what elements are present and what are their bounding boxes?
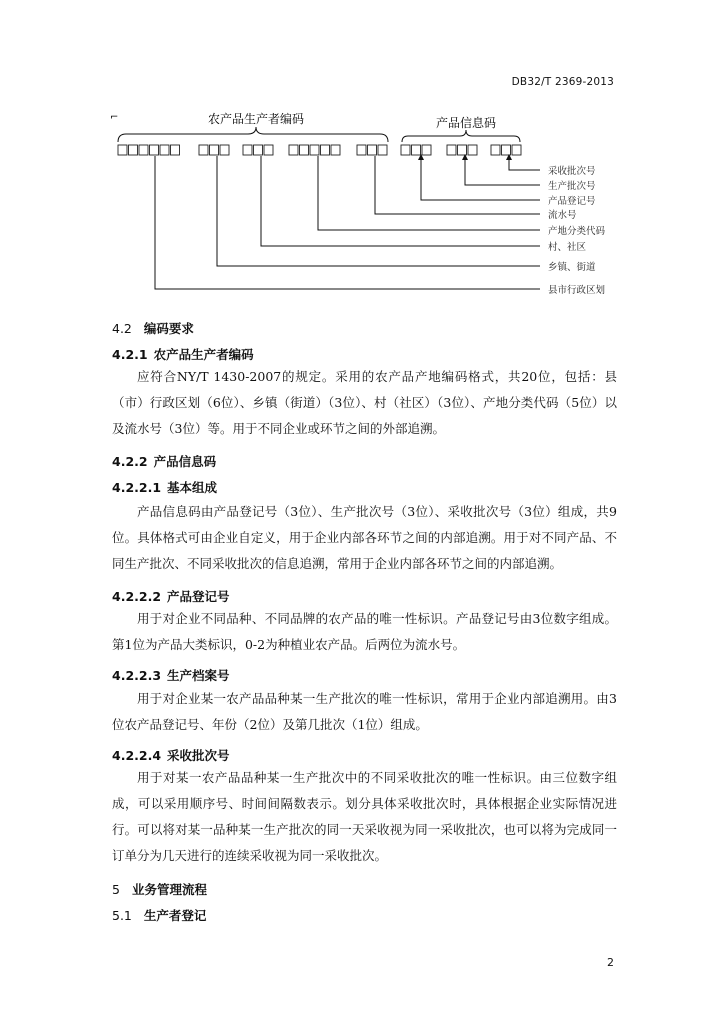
code-digit-box	[199, 145, 208, 155]
code-digit-box	[502, 145, 511, 155]
paragraph-basic-composition: 产品信息码由产品登记号（3位）、生产批次号（3位）、采收批次号（3位）组成，共9位。具体格式可由企业自定义，用于企业内部各环节之间的内部追溯。用于对不同产品、不同生产批次、不同采收批次的信息追溯，常用于企业内部各环节之间的内部追溯。	[112, 504, 617, 571]
code-digit-box	[160, 145, 169, 155]
paragraph-product-registration: 用于对企业不同品种、不同品牌的农产品的唯一性标识。产品登记号由3位数字组成。第1位为产品大类标识，0-2为种植业农产品。后两位为流水号。	[112, 611, 617, 652]
brace-product	[402, 130, 520, 142]
heading-4-2-2-1: 4.2.2.1 基本组成	[112, 480, 218, 495]
code-digit-box	[422, 145, 431, 155]
code-digit-box	[368, 145, 377, 155]
label-production-batch: 生产批次号	[548, 181, 596, 192]
code-digit-box	[412, 145, 421, 155]
code-digit-box	[300, 145, 309, 155]
group-label-producer: 农产品生产者编码	[207, 112, 305, 126]
label-township: 乡镇、街道	[548, 262, 596, 273]
code-digit-box	[264, 145, 273, 155]
code-digit-box	[357, 145, 366, 155]
label-product-registration: 产品登记号	[548, 196, 596, 207]
code-digit-box	[150, 145, 159, 155]
label-origin-category: 产地分类代码	[548, 226, 606, 237]
code-digit-box	[331, 145, 340, 155]
heading-4-2-2-4: 4.2.2.4 采收批次号	[112, 748, 230, 763]
diagram-labels	[548, 165, 606, 296]
code-digit-box	[210, 145, 219, 155]
heading-4-2: 4.2 编码要求	[112, 321, 194, 336]
code-digit-box	[243, 145, 252, 155]
code-digit-box	[321, 145, 330, 155]
heading-4-2-2-2: 4.2.2.2 产品登记号	[112, 589, 230, 604]
code-digit-box	[491, 145, 500, 155]
heading-4-2-2-3: 4.2.2.3 生产档案号	[112, 668, 230, 683]
label-harvest-batch: 采收批次号	[548, 166, 596, 177]
heading-4-2-1: 4.2.1 农产品生产者编码	[112, 347, 254, 362]
code-digit-box	[139, 145, 148, 155]
code-digit-box	[378, 145, 387, 155]
code-digit-box	[220, 145, 229, 155]
code-digit-box	[310, 145, 319, 155]
code-digit-box	[171, 145, 180, 155]
code-digit-box	[401, 145, 410, 155]
label-county: 县市行政区划	[548, 285, 606, 296]
heading-5: 5 业务管理流程	[112, 882, 207, 897]
heading-4-2-2: 4.2.2 产品信息码	[112, 454, 217, 469]
code-structure-diagram	[0, 0, 724, 310]
label-serial-number: 流水号	[548, 210, 577, 221]
code-digit-box	[289, 145, 298, 155]
standard-number: DB32/T 2369-2013	[511, 76, 614, 88]
paragraph-production-record: 用于对企业某一农产品品种某一生产批次的唯一性标识，常用于企业内部追溯用。由3位农产品登记号、年份（2位）及第几批次（1位）组成。	[112, 691, 617, 732]
brace-producer	[118, 127, 388, 142]
page-number: 2	[607, 956, 614, 969]
paragraph-harvest-batch: 用于对某一农产品品种某一生产批次中的不同采收批次的唯一性标识。由三位数字组成，可以采用顺序号、时间间隔数表示。划分具体采收批次时，具体根据企业实际情况进行。可以将对某一品种某一生产批次的同一天采收视为同一采收批次，也可以将为完成同一订单分为几天进行的连续采收视为同一采收批次。	[112, 770, 617, 863]
code-digit-box	[118, 145, 127, 155]
corner-mark: ⌐	[110, 112, 119, 123]
heading-5-1: 5.1 生产者登记	[112, 908, 207, 923]
code-digit-box	[468, 145, 477, 155]
group-label-product: 产品信息码	[435, 116, 497, 130]
code-digit-box	[129, 145, 138, 155]
code-digit-box	[447, 145, 456, 155]
paragraph-producer-code: 应符合NY/T 1430-2007的规定。采用的农产品产地编码格式，共20位，包括：县（市）行政区划（6位）、乡镇（街道）（3位）、村（社区）（3位）、产地分类代码（5位）以及流水号（3位）等。用于不同企业或环节之间的外部追溯。	[112, 369, 617, 436]
code-digit-box	[458, 145, 467, 155]
code-digit-boxes	[118, 145, 521, 155]
code-digit-box	[254, 145, 263, 155]
connector-lines	[155, 156, 540, 289]
code-digit-box	[512, 145, 521, 155]
label-village: 村、社区	[548, 242, 587, 253]
